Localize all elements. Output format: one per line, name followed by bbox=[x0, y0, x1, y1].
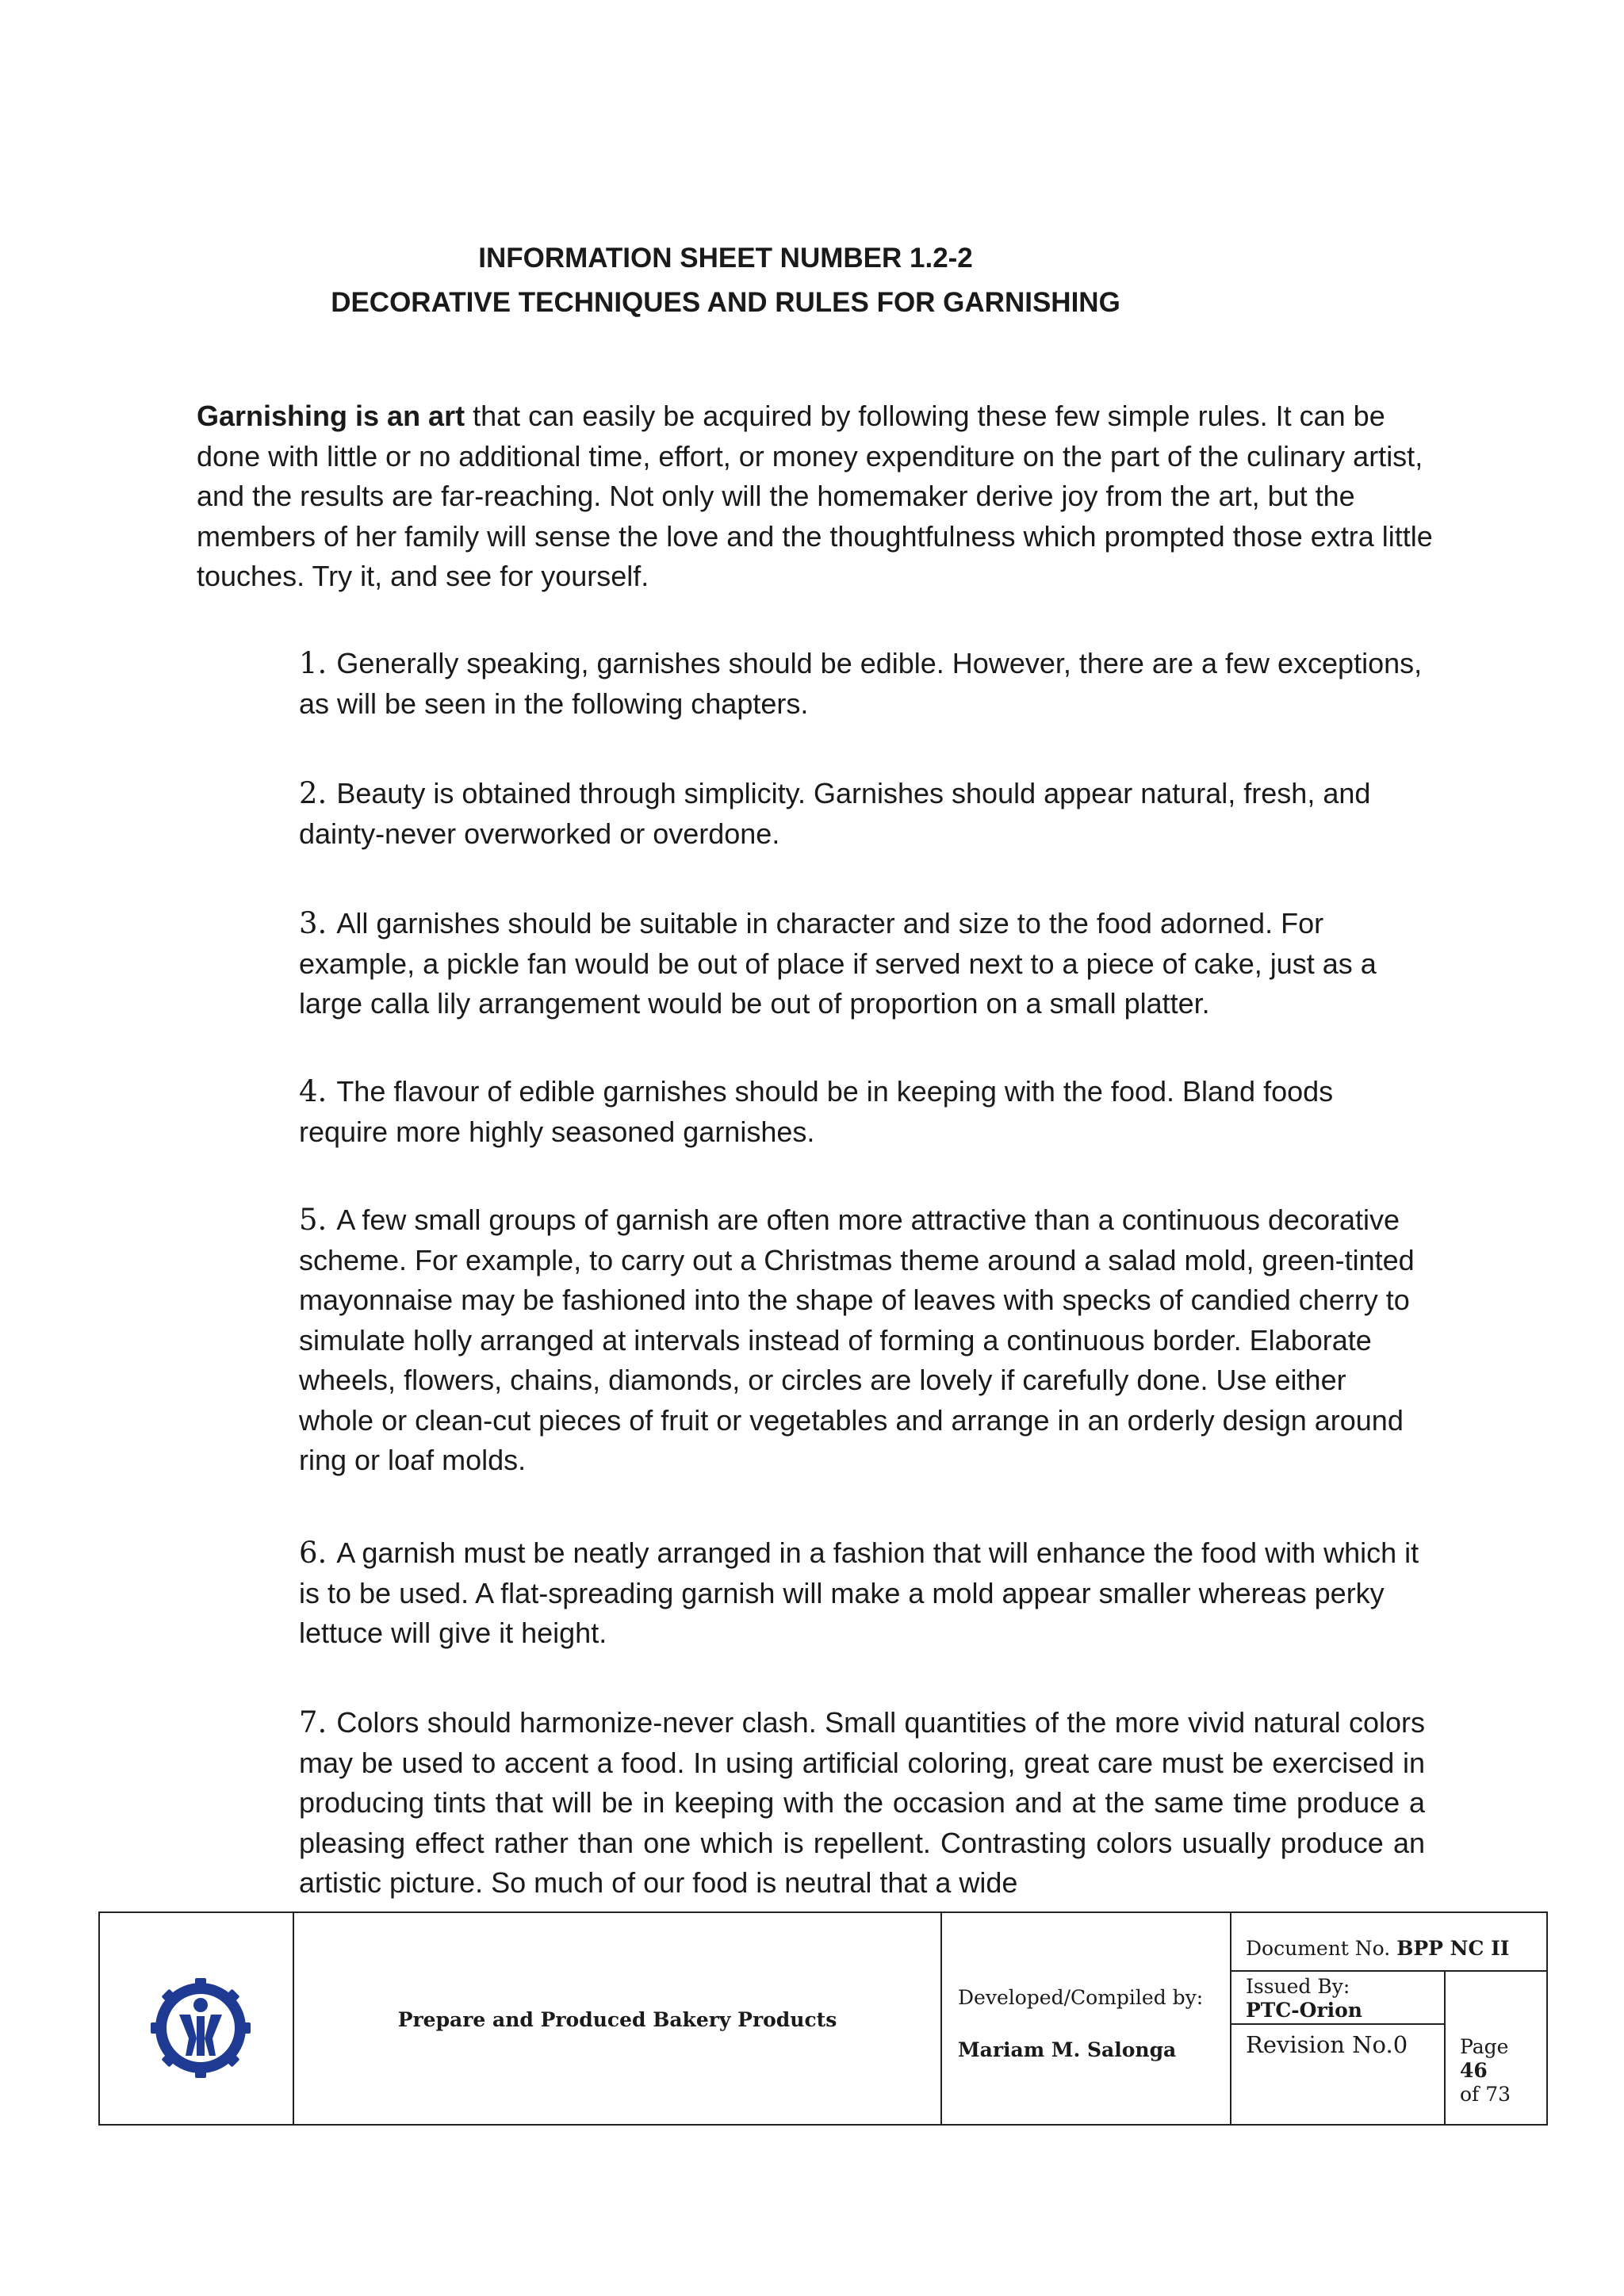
course-title: Prepare and Produced Bakery Products bbox=[397, 2008, 837, 2031]
issued-by-value: PTC-Orion bbox=[1246, 1999, 1362, 2022]
revision-box bbox=[1231, 2025, 1446, 2124]
document-number-row bbox=[1231, 1913, 1546, 1972]
rule-text: The flavour of edible garnishes should be in keeping with the food. Bland foods require more highly seasoned garnishes. bbox=[299, 1075, 1334, 1148]
footer-title-cell bbox=[294, 1913, 942, 2124]
rule-item bbox=[299, 644, 1425, 724]
tesda-gear-logo-icon bbox=[149, 1976, 252, 2080]
rule-number: 3. bbox=[299, 906, 327, 940]
rule-number: 2. bbox=[299, 776, 327, 810]
document-footer-table bbox=[98, 1911, 1548, 2126]
rule-item bbox=[299, 904, 1425, 1024]
page-label: Page bbox=[1460, 2035, 1509, 2058]
developed-by-label: Developed/Compiled by: bbox=[958, 1986, 1204, 2009]
page-number-box bbox=[1446, 1972, 1546, 2124]
footer-document-info-cell bbox=[1231, 1913, 1546, 2124]
rule-item bbox=[299, 1533, 1425, 1654]
rule-item bbox=[299, 1072, 1425, 1152]
rule-text: A few small groups of garnish are often more attractive than a continuous decorative scheme. For example, to carry out a Christmas theme around a salad mold, green-tinted mayonnaise may be fashioned into the shape of leaves with specks of candied cherry to simulate holly arranged at intervals instead of forming a continuous border. Elaborate wheels, flowers, chains, diamonds, or circles are lovely if carefully done. Use either whole or clean-cut pieces of fruit or vegetables and arrange in an orderly design around ring or loaf molds. bbox=[299, 1203, 1415, 1476]
document-number: BPP NC II bbox=[1396, 1937, 1510, 1960]
rule-text: Generally speaking, garnishes should be edible. However, there are a few exceptions, as will be seen in the following chapters. bbox=[299, 647, 1423, 720]
footer-developer-cell bbox=[942, 1913, 1231, 2124]
developer-name: Mariam M. Salonga bbox=[958, 2038, 1177, 2061]
footer-logo-cell bbox=[100, 1913, 294, 2124]
revision-number: Revision No.0 bbox=[1246, 2031, 1408, 2058]
intro-paragraph bbox=[197, 396, 1434, 597]
rule-number: 4. bbox=[299, 1074, 327, 1108]
rule-number: 7. bbox=[299, 1705, 327, 1739]
rule-text: A garnish must be neatly arranged in a fashion that will enhance the food with which it is to be used. A flat-spreading garnish will make a mold appear smaller whereas perky lettuce will give it height. bbox=[299, 1536, 1419, 1649]
rule-text: All garnishes should be suitable in character and size to the food adorned. For example, a pickle fan would be out of place if served next to a piece of cake, just as a large calla lily arrangement would be out of proportion on a small platter. bbox=[299, 907, 1377, 1020]
intro-text: that can easily be acquired by following these few simple rules. It can be done with little or no additional time, effort, or money expenditure on the part of the culinary artist, and the results are far-reaching. Not only will the homemaker derive joy from the art, but the members of her family will sense the love and the thoughtfulness which prompted those extra little touches. Try it, and see for yourself. bbox=[197, 400, 1433, 592]
rule-text: Beauty is obtained through simplicity. Garnishes should appear natural, fresh, and dainty-never overworked or overdone. bbox=[299, 777, 1371, 850]
rule-number: 6. bbox=[299, 1536, 327, 1570]
rule-text: Colors should harmonize-never clash. Small quantities of the more vivid natural colors may be used to accent a food. In using artificial coloring, great care must be exercised in producing tints that will be in keeping with the occasion and at the same time produce a pleasing effect rather than one which is repellent. Contrasting colors usually produce an artistic picture. So much of our food is neutral that a wide bbox=[299, 1706, 1425, 1899]
rule-item bbox=[299, 1703, 1425, 1905]
rule-number: 1. bbox=[299, 646, 327, 680]
document-number-label: Document No. bbox=[1246, 1937, 1391, 1960]
rule-number: 5. bbox=[299, 1203, 327, 1237]
document-subtitle: DECORATIVE TECHNIQUES AND RULES FOR GARNISHING bbox=[331, 287, 1120, 318]
page-number: 46 bbox=[1460, 2059, 1488, 2082]
issued-by-label: Issued By: bbox=[1246, 1975, 1350, 1998]
page-total: of 73 bbox=[1460, 2083, 1511, 2106]
rule-item bbox=[299, 774, 1425, 854]
issued-by-box bbox=[1231, 1972, 1446, 2025]
rule-item bbox=[299, 1200, 1425, 1481]
document-title: INFORMATION SHEET NUMBER 1.2-2 bbox=[478, 243, 973, 274]
intro-lead: Garnishing is an art bbox=[197, 400, 465, 432]
